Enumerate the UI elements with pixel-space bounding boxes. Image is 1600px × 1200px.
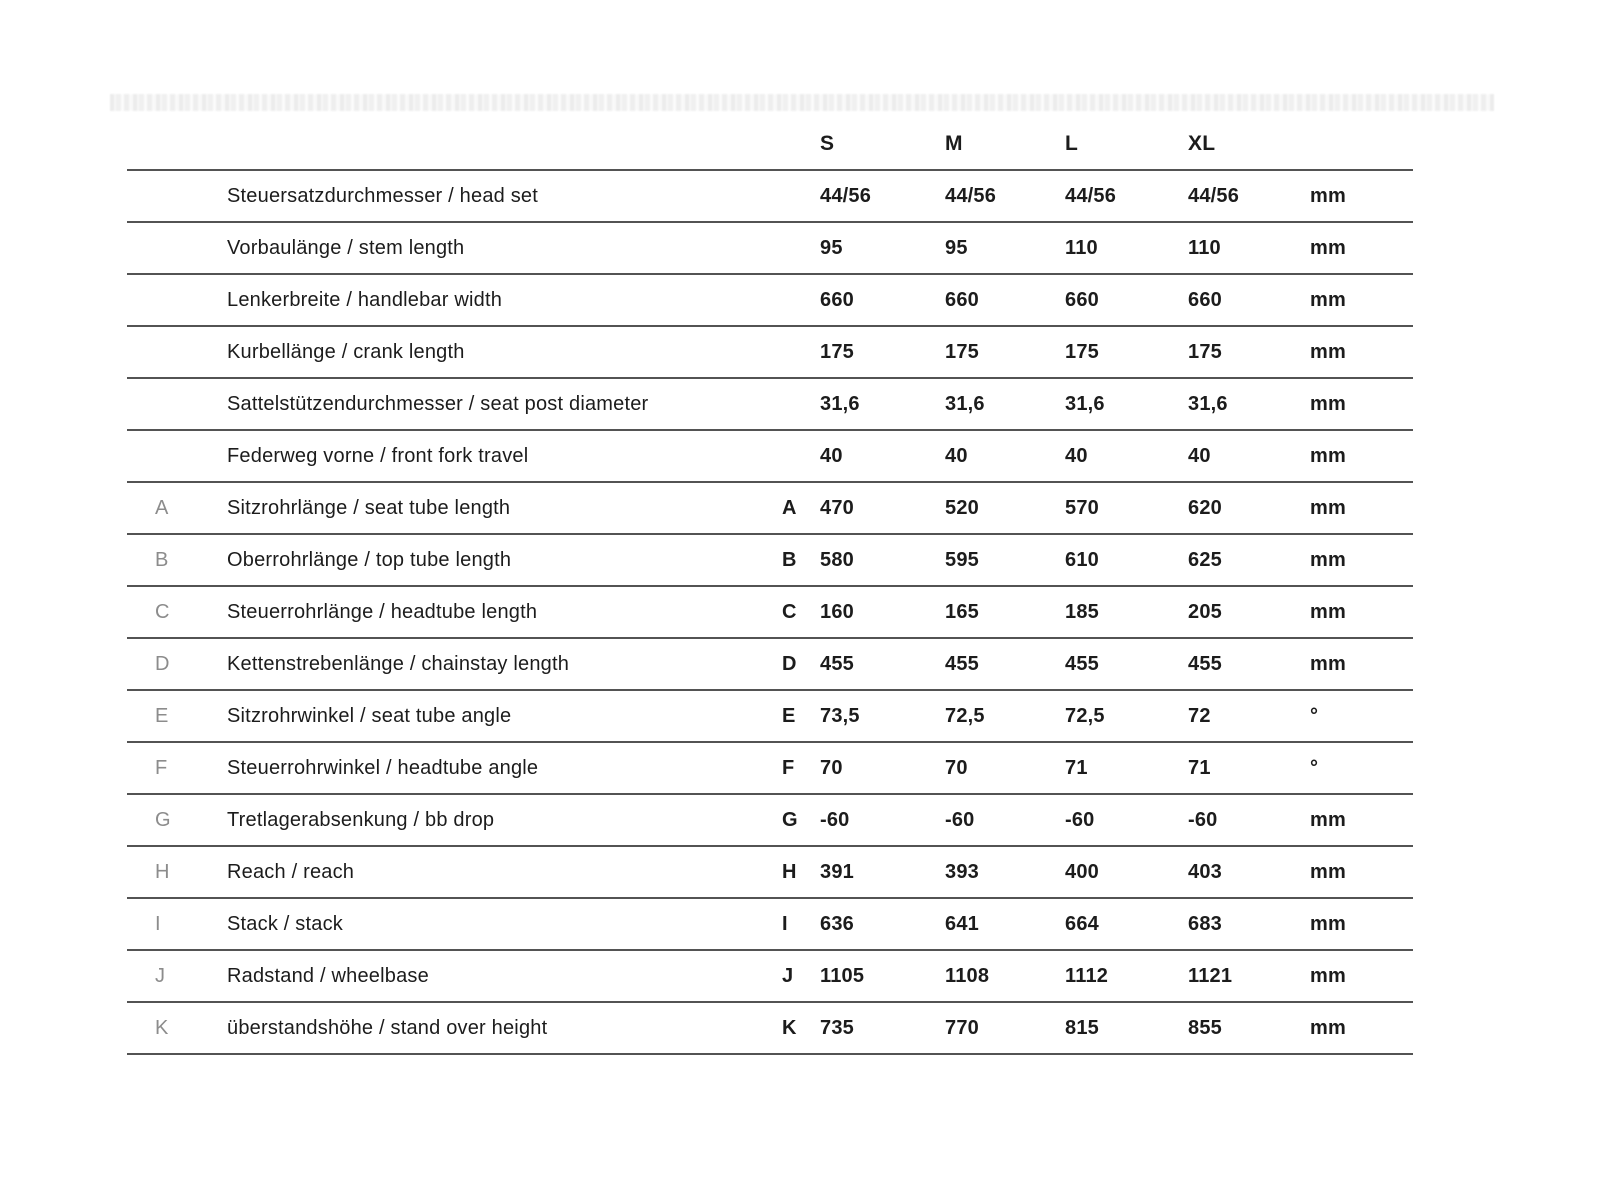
- table-row: [127, 223, 1413, 275]
- cell-unit: mm: [1310, 912, 1346, 935]
- cell-unit: mm: [1310, 236, 1346, 259]
- cell-value: 855: [1188, 1016, 1222, 1039]
- cell-unit: mm: [1310, 496, 1346, 519]
- size-column-header-m: M: [945, 132, 963, 155]
- cell-value: 455: [1188, 652, 1222, 675]
- cell-value: 1112: [1065, 964, 1109, 987]
- cell-value: 660: [1188, 288, 1222, 311]
- cell-unit: mm: [1310, 652, 1346, 675]
- row-label: überstandshöhe / stand over height: [227, 1016, 548, 1039]
- cell-value: 70: [820, 756, 843, 779]
- cell-value: 175: [945, 340, 979, 363]
- cell-value: 175: [1065, 340, 1099, 363]
- cell-value: 570: [1065, 496, 1099, 519]
- row-label: Reach / reach: [227, 860, 355, 883]
- cell-unit: mm: [1310, 600, 1346, 623]
- cell-value: 44/56: [820, 184, 872, 207]
- cell-value: 110: [1188, 236, 1221, 259]
- table-row: [127, 795, 1413, 847]
- table-row: [127, 691, 1413, 743]
- table-row: [127, 1003, 1413, 1055]
- size-column-header-l: L: [1065, 132, 1079, 155]
- cell-value: 175: [1188, 340, 1222, 363]
- cell-value: 520: [945, 496, 979, 519]
- row-label: Federweg vorne / front fork travel: [227, 444, 529, 467]
- row-label: Sitzrohrwinkel / seat tube angle: [227, 704, 512, 727]
- row-label: Radstand / wheelbase: [227, 964, 429, 987]
- table-row: [127, 483, 1413, 535]
- cell-value: -60: [1188, 808, 1218, 831]
- cell-value: 44/56: [1065, 184, 1117, 207]
- table-row: [127, 639, 1413, 691]
- row-code-bold: F: [782, 756, 795, 779]
- cell-value: 455: [945, 652, 979, 675]
- size-column-header-xl: XL: [1188, 132, 1216, 155]
- cell-value: 470: [820, 496, 854, 519]
- row-code-bold: C: [782, 600, 797, 623]
- cell-unit: °: [1310, 756, 1319, 779]
- row-code-bold: A: [782, 496, 797, 519]
- row-code-gray: G: [155, 808, 171, 831]
- cell-value: 625: [1188, 548, 1222, 571]
- table-row: [127, 535, 1413, 587]
- cell-unit: mm: [1310, 340, 1346, 363]
- cell-value: 71: [1188, 756, 1211, 779]
- table-header-row: [127, 119, 1413, 171]
- cell-value: 595: [945, 548, 979, 571]
- cell-value: 72,5: [945, 704, 985, 727]
- cell-value: 31,6: [945, 392, 985, 415]
- row-code-bold: K: [782, 1016, 797, 1039]
- cell-value: -60: [945, 808, 975, 831]
- row-code-bold: I: [782, 912, 788, 935]
- cell-value: 205: [1188, 600, 1222, 623]
- cell-unit: mm: [1310, 444, 1346, 467]
- cell-value: 641: [945, 912, 979, 935]
- table-row: [127, 379, 1413, 431]
- table-row: [127, 275, 1413, 327]
- cell-value: 31,6: [1065, 392, 1105, 415]
- faint-watermark-strip: [110, 94, 1494, 111]
- row-code-gray: F: [155, 756, 168, 779]
- row-code-gray: D: [155, 652, 170, 675]
- cell-value: 40: [1188, 444, 1211, 467]
- cell-value: 44/56: [1188, 184, 1240, 207]
- row-label: Stack / stack: [227, 912, 343, 935]
- cell-unit: mm: [1310, 392, 1346, 415]
- cell-value: 175: [820, 340, 854, 363]
- cell-value: 683: [1188, 912, 1222, 935]
- cell-value: 610: [1065, 548, 1099, 571]
- table-body: [127, 171, 1413, 1055]
- cell-value: 1105: [820, 964, 865, 987]
- row-label: Lenkerbreite / handlebar width: [227, 288, 503, 311]
- cell-unit: mm: [1310, 1016, 1346, 1039]
- cell-value: 71: [1065, 756, 1088, 779]
- table-row: [127, 431, 1413, 483]
- row-code-bold: G: [782, 808, 798, 831]
- cell-unit: mm: [1310, 548, 1346, 571]
- row-code-bold: J: [782, 964, 794, 987]
- row-code-gray: K: [155, 1016, 169, 1039]
- cell-value: 660: [820, 288, 854, 311]
- cell-value: 110: [1065, 236, 1098, 259]
- cell-value: 455: [1065, 652, 1099, 675]
- cell-value: 391: [820, 860, 854, 883]
- cell-value: -60: [820, 808, 850, 831]
- cell-value: 40: [945, 444, 968, 467]
- cell-value: 393: [945, 860, 979, 883]
- row-label: Steuerrohrwinkel / headtube angle: [227, 756, 539, 779]
- cell-value: 636: [820, 912, 854, 935]
- row-code-bold: H: [782, 860, 797, 883]
- cell-value: 165: [945, 600, 979, 623]
- table-row: [127, 743, 1413, 795]
- cell-value: 31,6: [1188, 392, 1228, 415]
- cell-value: 70: [945, 756, 968, 779]
- row-label: Kurbellänge / crank length: [227, 340, 465, 363]
- cell-value: -60: [1065, 808, 1095, 831]
- cell-unit: mm: [1310, 808, 1346, 831]
- cell-value: 400: [1065, 860, 1099, 883]
- table-row: [127, 171, 1413, 223]
- cell-value: 770: [945, 1016, 979, 1039]
- cell-value: 40: [1065, 444, 1088, 467]
- row-label: Sattelstützendurchmesser / seat post diameter: [227, 392, 649, 415]
- row-label: Steuerrohrlänge / headtube length: [227, 600, 538, 623]
- cell-unit: mm: [1310, 288, 1346, 311]
- cell-value: 44/56: [945, 184, 997, 207]
- cell-value: 73,5: [820, 704, 860, 727]
- cell-value: 620: [1188, 496, 1222, 519]
- geometry-table: [127, 119, 1413, 1055]
- cell-value: 580: [820, 548, 854, 571]
- row-label: Oberrohrlänge / top tube length: [227, 548, 512, 571]
- row-code-gray: C: [155, 600, 170, 623]
- size-column-header-s: S: [820, 132, 835, 155]
- table-row: [127, 899, 1413, 951]
- cell-value: 72,5: [1065, 704, 1105, 727]
- cell-value: 455: [820, 652, 854, 675]
- cell-unit: mm: [1310, 964, 1346, 987]
- row-label: Sitzrohrlänge / seat tube length: [227, 496, 511, 519]
- row-label: Steuersatzdurchmesser / head set: [227, 184, 538, 207]
- row-code-bold: D: [782, 652, 797, 675]
- cell-value: 40: [820, 444, 843, 467]
- cell-unit: °: [1310, 704, 1319, 727]
- row-code-gray: J: [155, 964, 166, 987]
- row-code-bold: E: [782, 704, 796, 727]
- row-code-gray: B: [155, 548, 169, 571]
- table-row: [127, 847, 1413, 899]
- row-code-gray: H: [155, 860, 170, 883]
- row-code-gray: A: [155, 496, 169, 519]
- row-code-bold: B: [782, 548, 797, 571]
- cell-value: 72: [1188, 704, 1211, 727]
- cell-value: 160: [820, 600, 854, 623]
- cell-value: 185: [1065, 600, 1099, 623]
- cell-unit: mm: [1310, 184, 1346, 207]
- row-code-gray: I: [155, 912, 161, 935]
- row-code-gray: E: [155, 704, 169, 727]
- cell-value: 1121: [1188, 964, 1233, 987]
- cell-value: 1108: [945, 964, 990, 987]
- row-label: Tretlagerabsenkung / bb drop: [227, 808, 495, 831]
- row-label: Kettenstrebenlänge / chainstay length: [227, 652, 570, 675]
- cell-value: 95: [945, 236, 968, 259]
- cell-value: 664: [1065, 912, 1099, 935]
- cell-value: 95: [820, 236, 843, 259]
- cell-value: 403: [1188, 860, 1222, 883]
- table-row: [127, 587, 1413, 639]
- cell-value: 815: [1065, 1016, 1099, 1039]
- cell-unit: mm: [1310, 860, 1346, 883]
- cell-value: 660: [945, 288, 979, 311]
- row-label: Vorbaulänge / stem length: [227, 236, 465, 259]
- cell-value: 735: [820, 1016, 854, 1039]
- cell-value: 660: [1065, 288, 1099, 311]
- table-row: [127, 327, 1413, 379]
- cell-value: 31,6: [820, 392, 860, 415]
- table-row: [127, 951, 1413, 1003]
